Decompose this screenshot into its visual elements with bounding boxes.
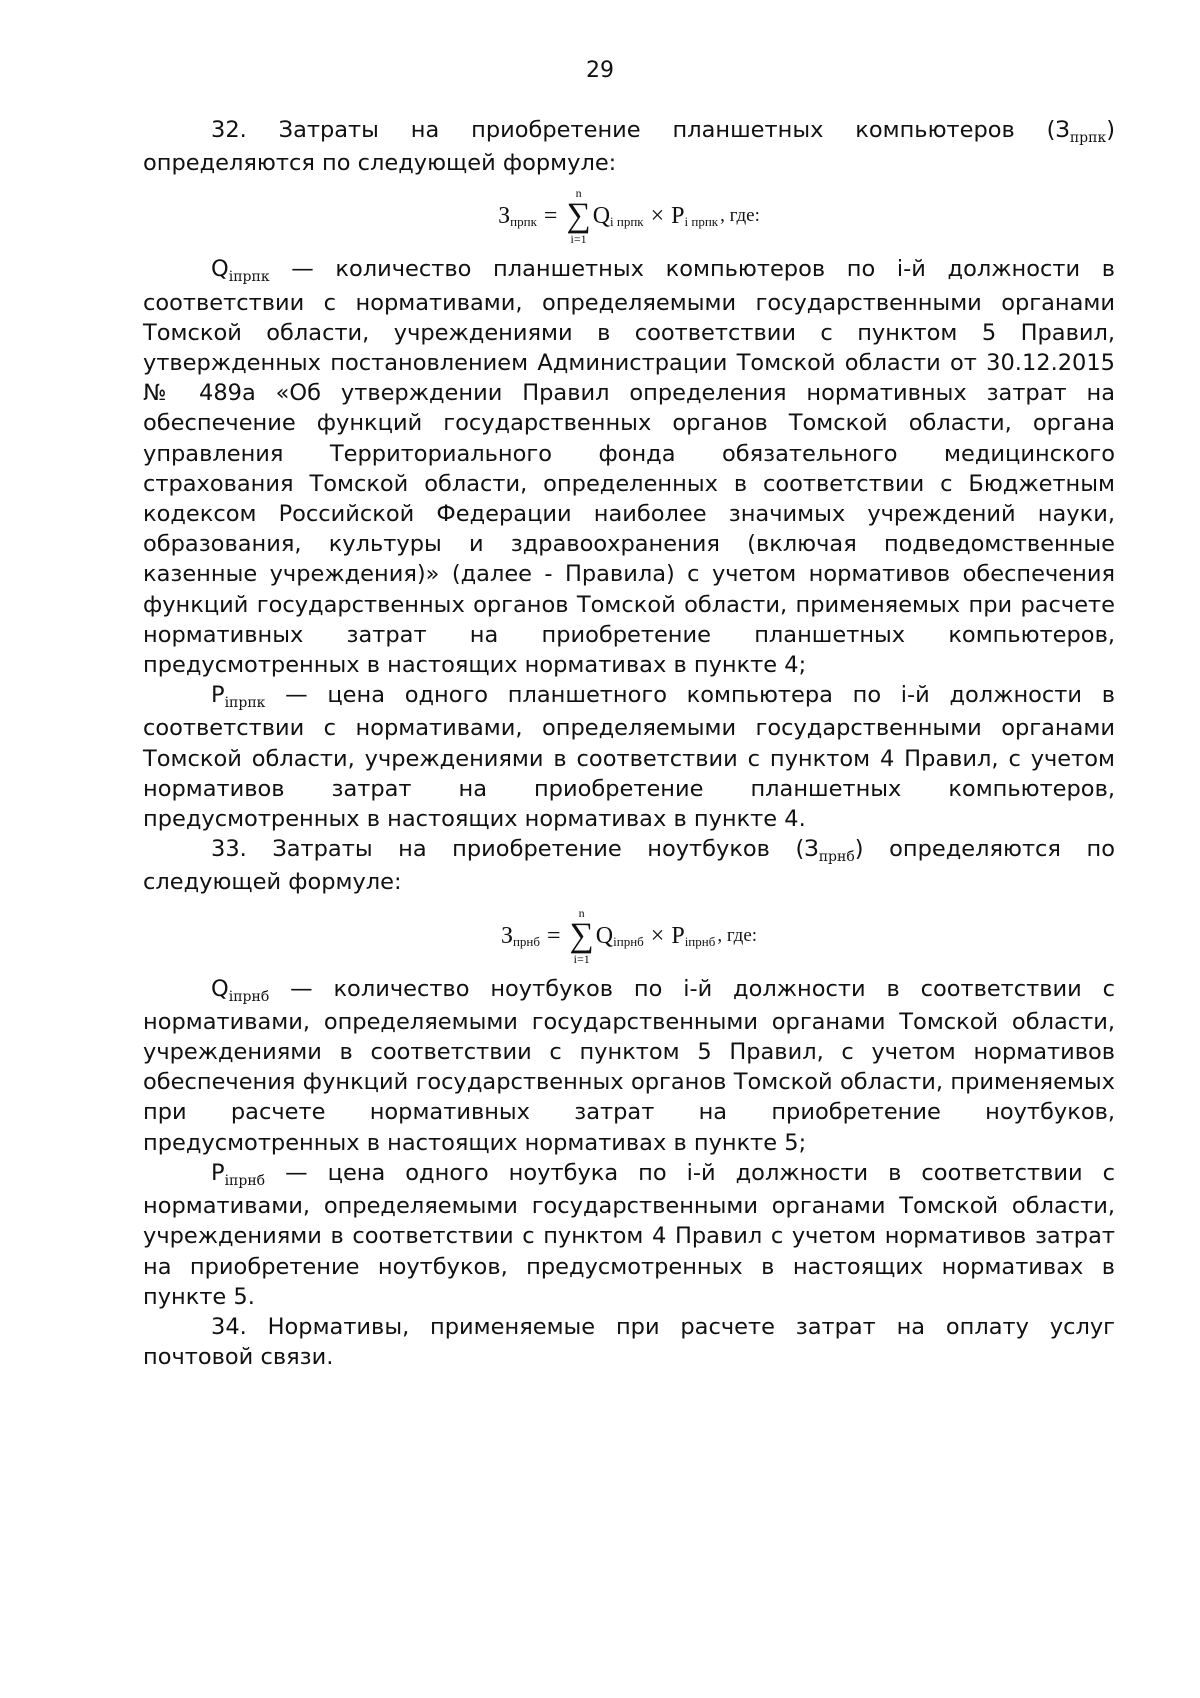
item-33-intro <box>143 834 1115 897</box>
formula-tablets-eq: = <box>543 203 558 230</box>
formula-laptops-lhs-sub: прнб <box>512 933 540 949</box>
formula-laptops-lhs: З <box>500 922 513 949</box>
formula-laptops <box>143 900 1115 972</box>
formula-tablets-sum-lower: i=1 <box>570 232 587 247</box>
formula-tablets-q-sub: i прпк <box>610 214 644 230</box>
formula-tablets-times: × <box>650 203 665 230</box>
formula-laptops-p-sub: iпрнб <box>684 933 716 949</box>
formula-tablets-lhs: З <box>498 203 511 230</box>
item-32-intro-text-b: ) определяются по следующей формуле: <box>143 117 1115 177</box>
item-33-p-sub: iпрнб <box>224 1172 266 1189</box>
sigma-icon: ∑ <box>566 197 591 235</box>
formula-laptops-times: × <box>650 922 665 949</box>
formula-tablets <box>143 180 1115 252</box>
formula-tablets-sum-upper: n <box>575 186 582 201</box>
item-33-q-sub: iпрнб <box>228 988 270 1005</box>
item-32-q-sub: iпрпк <box>228 269 270 286</box>
item-32-p-letter: P <box>211 682 225 709</box>
formula-tablets-p: P <box>671 203 685 230</box>
item-32-q-text: — количество планшетных компьютеров по i-й должности в соответствии с нормативами, определяемыми государственными органами Томской области, учреждениями в соответствии с пунктом 5 Правил, утвержденных постановлением Администрации Томской области от 30.12.2015 № 489а «Об утверждении Правил определения нормативных затрат на обеспечение функций государственных органов Томской области, органа управления Территориального фонда обязательного медицинского страхования Томской области, определенных в соответствии с Бюджетным кодексом Российской Федерации наиболее значимых учреждений науки, образования, культуры и здравоохранения (включая подведомственные казенные учреждения)» (далее - Правила) с учетом нормативов обеспечения функций государственных органов Томской области, применяемых при расчете нормативных затрат на приобретение планшетных компьютеров, предусмотренных в настоящих нормативах в пункте 4; <box>143 256 1115 679</box>
formula-laptops-tail: , где: <box>717 924 758 946</box>
formula-laptops-eq: = <box>547 922 561 949</box>
item-33-intro-text-a: 33. Затраты на приобретение ноутбуков (З <box>211 836 819 863</box>
formula-tablets-tail: , где: <box>720 205 760 227</box>
item-33-q-letter: Q <box>211 975 229 1002</box>
item-32-q-var <box>211 256 270 286</box>
formula-tablets-lhs-sub: прпк <box>510 214 537 230</box>
item-32-p-text: — цена одного планшетного компьютера по i-й должности в соответствии с нормативами, определяемыми государственными органами Томской области, учреждениями в соответствии с пунктом 4 Правил, с учетом нормативов затрат на приобретение планшетных компьютеров, предусмотренных в настоящих нормативах в пункте 4. <box>143 682 1115 833</box>
item-32-p-definition <box>143 680 1115 834</box>
item-33-p-var <box>211 1159 266 1189</box>
formula-tablets-p-sub: i прпк <box>684 214 719 230</box>
formula-laptops-q-sub: iпрнб <box>613 933 644 949</box>
item-33-q-definition <box>143 974 1115 1158</box>
formula-laptops-p: P <box>671 922 685 949</box>
page-number: 29 <box>586 58 614 83</box>
item-32-p-sub: iпрпк <box>224 695 266 712</box>
item-32-intro-text-a: 32. Затраты на приобретение планшетных компьютеров (З <box>211 117 1070 143</box>
item-33-q-var <box>211 975 270 1005</box>
item-33-p-definition <box>143 1158 1115 1312</box>
item-33-intro-text-b: ) определяются по следующей формуле: <box>143 836 1115 896</box>
sigma-icon: ∑ <box>569 916 594 954</box>
document-body <box>143 115 1115 1372</box>
item-33-p-text: — цена одного ноутбука по i-й должности в соответствии с нормативами, определяемыми государственными органами Томской области, учреждениями в соответствии с пунктом 4 Правил с учетом нормативов затрат на приобретение ноутбуков, предусмотренных в настоящих нормативах в пункте 5. <box>143 1159 1116 1310</box>
item-32-p-var <box>211 682 266 712</box>
formula-laptops-sum-lower: i=1 <box>573 951 590 966</box>
formula-tablets-sum <box>566 187 590 245</box>
formula-tablets-q: Q <box>592 203 611 230</box>
item-33-q-text: — количество ноутбуков по i-й должности в соответствии с нормативами, определяемыми государственными органами Томской области, учреждениями в соответствии с пунктом 5 Правил, с учетом нормативов обеспечения функций государственных органов Томской области, применяемых при расчете нормативных затрат на приобретение ноутбуков, предусмотренных в настоящих нормативах в пункте 5; <box>143 975 1115 1156</box>
item-32-q-letter: Q <box>211 256 229 283</box>
formula-laptops-sum-upper: n <box>578 905 585 920</box>
item-33-intro-sub: прнб <box>818 849 855 866</box>
item-32-intro <box>143 115 1115 178</box>
formula-laptops-sum <box>570 907 594 965</box>
item-32-intro-sub: прпк <box>1069 130 1107 146</box>
item-34: 34. Нормативы, применяемые при расчете затрат на оплату услуг почтовой связи. <box>143 1313 1115 1371</box>
item-33-p-letter: P <box>211 1159 225 1186</box>
formula-laptops-q: Q <box>595 922 614 949</box>
item-32-q-definition <box>143 254 1115 680</box>
